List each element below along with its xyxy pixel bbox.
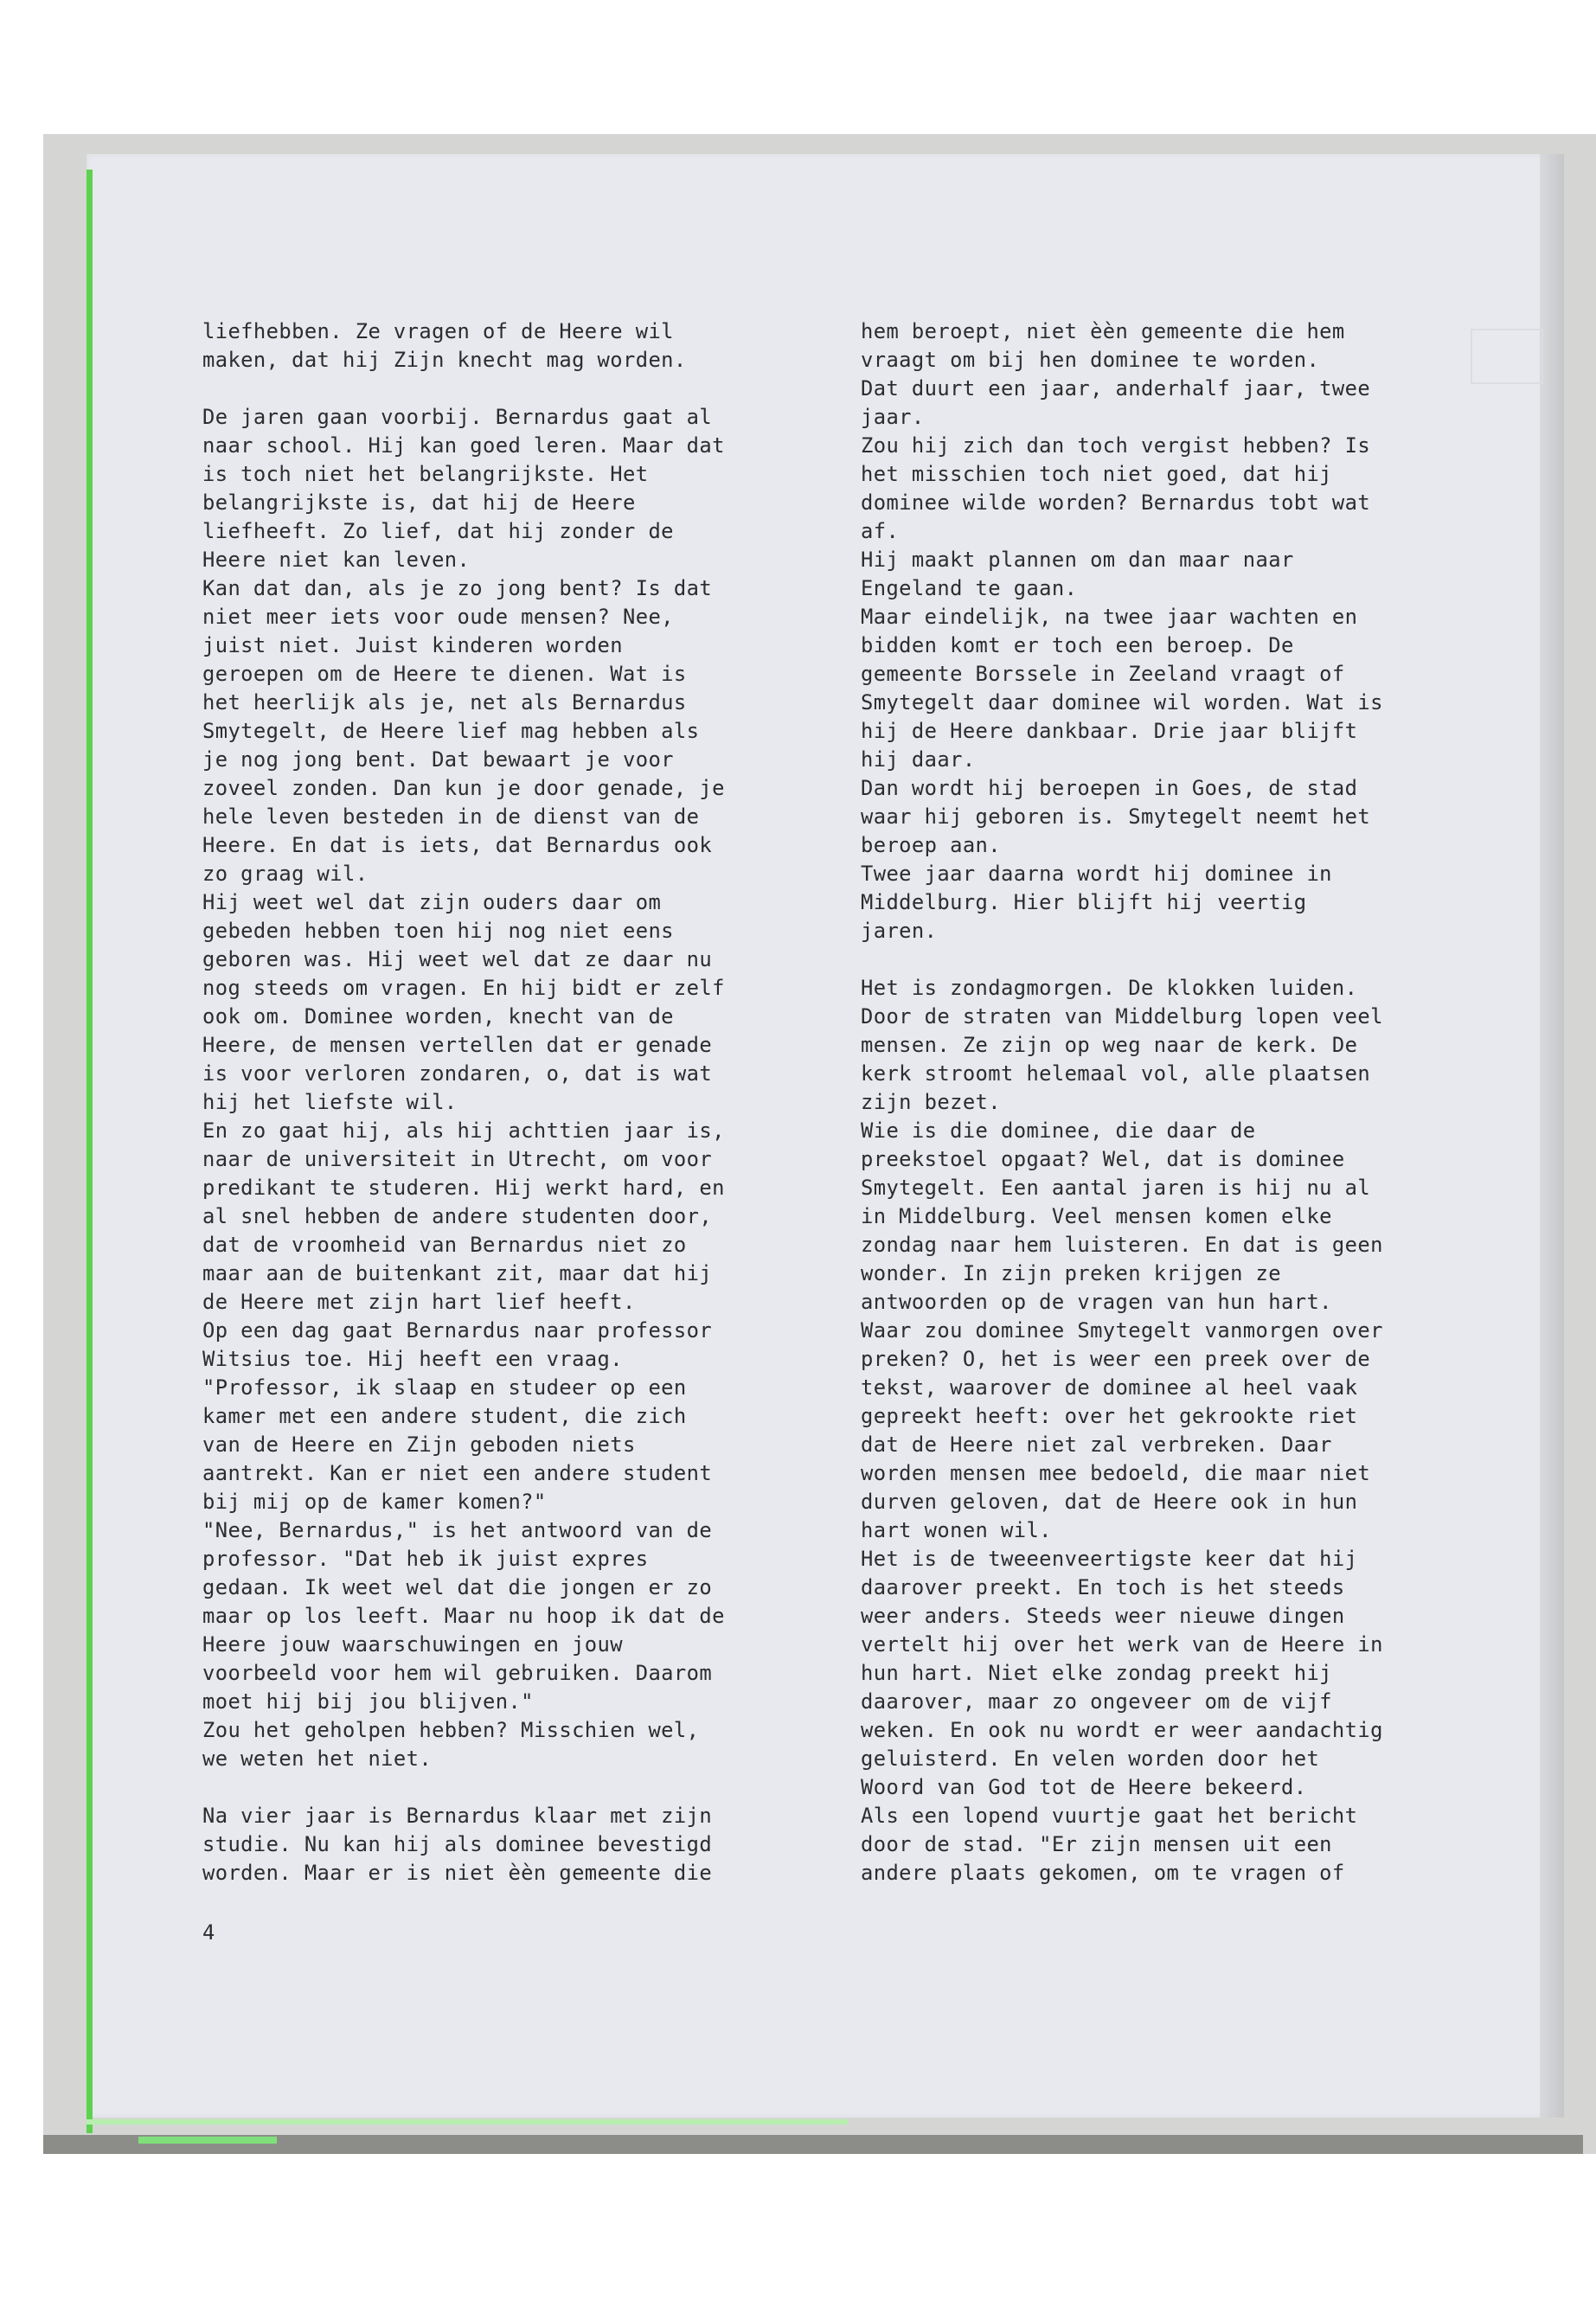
text-line: liefheeft. Zo lief, dat hij zonder de bbox=[202, 519, 674, 543]
text-line: Heere, de mensen vertellen dat er genade bbox=[202, 1033, 713, 1057]
text-line: hij het liefste wil. bbox=[202, 1090, 458, 1114]
show-through-mark bbox=[1471, 329, 1543, 384]
text-line: En zo gaat hij, als hij achttien jaar is, bbox=[202, 1118, 725, 1143]
text-line: ook om. Dominee worden, knecht van de bbox=[202, 1004, 674, 1029]
text-line: liefhebben. Ze vragen of de Heere wil bbox=[202, 319, 674, 343]
text-line: al snel hebben de andere studenten door, bbox=[202, 1204, 713, 1228]
text-line: hun hart. Niet elke zondag preekt hij bbox=[861, 1661, 1332, 1685]
text-line: gedaan. Ik weet wel dat die jongen er zo bbox=[202, 1575, 713, 1599]
text-line: Hij weet wel dat zijn ouders daar om bbox=[202, 890, 662, 914]
text-line: kamer met een andere student, die zich bbox=[202, 1404, 687, 1428]
text-line: we weten het niet. bbox=[202, 1747, 433, 1771]
text-line: Maar eindelijk, na twee jaar wachten en bbox=[861, 605, 1358, 629]
text-line: gemeente Borssele in Zeeland vraagt of bbox=[861, 662, 1345, 686]
text-line: aantrekt. Kan er niet een andere student bbox=[202, 1461, 713, 1485]
text-line: voorbeeld voor hem wil gebruiken. Daarom bbox=[202, 1661, 713, 1685]
text-line: in Middelburg. Veel mensen komen elke bbox=[861, 1204, 1332, 1228]
text-line: Heere. En dat is iets, dat Bernardus ook bbox=[202, 833, 713, 857]
text-line: geboren was. Hij weet wel dat ze daar nu bbox=[202, 947, 713, 971]
text-line: zijn bezet. bbox=[861, 1090, 1001, 1114]
text-line: geluisterd. En velen worden door het bbox=[861, 1747, 1320, 1771]
text-line: worden mensen mee bedoeld, die maar niet bbox=[861, 1461, 1371, 1485]
text-line: "Nee, Bernardus," is het antwoord van de bbox=[202, 1518, 713, 1542]
text-line: het heerlijk als je, net als Bernardus bbox=[202, 690, 687, 715]
text-line bbox=[202, 1773, 808, 1802]
text-line: je nog jong bent. Dat bewaart je voor bbox=[202, 747, 674, 772]
left-text-column bbox=[202, 317, 808, 1888]
right-text-column bbox=[861, 317, 1466, 1888]
text-line: hij daar. bbox=[861, 747, 976, 772]
text-line: Zou het geholpen hebben? Misschien wel, bbox=[202, 1718, 700, 1742]
page-bottom-strip bbox=[87, 2119, 848, 2125]
text-line: vraagt om bij hen dominee te worden. bbox=[861, 348, 1320, 372]
text-line: Wie is die dominee, die daar de bbox=[861, 1118, 1256, 1143]
text-line: wonder. In zijn preken krijgen ze bbox=[861, 1261, 1281, 1285]
text-line: Na vier jaar is Bernardus klaar met zijn bbox=[202, 1804, 713, 1828]
text-line: Smytegelt, de Heere lief mag hebben als bbox=[202, 719, 700, 743]
text-line: is toch niet het belangrijkste. Het bbox=[202, 462, 649, 486]
text-line: zo graag wil. bbox=[202, 862, 369, 886]
text-line: belangrijkste is, dat hij de Heere bbox=[202, 490, 636, 515]
text-line: het misschien toch niet goed, dat hij bbox=[861, 462, 1332, 486]
text-line: Smytegelt daar dominee wil worden. Wat is bbox=[861, 690, 1383, 715]
text-line: naar de universiteit in Utrecht, om voor bbox=[202, 1147, 713, 1171]
text-line: preekstoel opgaat? Wel, dat is dominee bbox=[861, 1147, 1345, 1171]
text-line: hart wonen wil. bbox=[861, 1518, 1052, 1542]
text-line: mensen. Ze zijn op weg naar de kerk. De bbox=[861, 1033, 1358, 1057]
text-line: Woord van God tot de Heere bekeerd. bbox=[861, 1775, 1307, 1799]
text-line: antwoorden op de vragen van hun hart. bbox=[861, 1290, 1332, 1314]
text-line: tekst, waarover de dominee al heel vaak bbox=[861, 1375, 1358, 1400]
text-line: door de stad. "Er zijn mensen uit een bbox=[861, 1832, 1332, 1856]
text-line: hem beroept, niet èèn gemeente die hem bbox=[861, 319, 1345, 343]
text-line: zondag naar hem luisteren. En dat is geen bbox=[861, 1233, 1383, 1257]
text-line: Waar zou dominee Smytegelt vanmorgen over bbox=[861, 1318, 1383, 1343]
text-line: Dat duurt een jaar, anderhalf jaar, twee bbox=[861, 376, 1371, 401]
text-line: weken. En ook nu wordt er weer aandachtig bbox=[861, 1718, 1383, 1742]
page-edge bbox=[1540, 154, 1564, 2118]
text-line: naar school. Hij kan goed leren. Maar dat bbox=[202, 433, 725, 458]
text-line: dat de vroomheid van Bernardus niet zo bbox=[202, 1233, 687, 1257]
text-line: Twee jaar daarna wordt hij dominee in bbox=[861, 862, 1332, 886]
text-line: niet meer iets voor oude mensen? Nee, bbox=[202, 605, 674, 629]
text-line: durven geloven, dat de Heere ook in hun bbox=[861, 1490, 1358, 1514]
text-line: Heere jouw waarschuwingen en jouw bbox=[202, 1632, 623, 1657]
text-line: kerk stroomt helemaal vol, alle plaatsen bbox=[861, 1061, 1371, 1086]
text-line: Middelburg. Hier blijft hij veertig bbox=[861, 890, 1307, 914]
text-line: van de Heere en Zijn geboden niets bbox=[202, 1433, 636, 1457]
text-line: dat de Heere niet zal verbreken. Daar bbox=[861, 1433, 1332, 1457]
text-line: studie. Nu kan hij als dominee bevestigd bbox=[202, 1832, 713, 1856]
text-line: Als een lopend vuurtje gaat het bericht bbox=[861, 1804, 1358, 1828]
text-line: Dan wordt hij beroepen in Goes, de stad bbox=[861, 776, 1358, 800]
page-bottom-accent bbox=[138, 2137, 277, 2144]
text-line: "Professor, ik slaap en studeer op een bbox=[202, 1375, 687, 1400]
text-line: de Heere met zijn hart lief heeft. bbox=[202, 1290, 636, 1314]
text-line: Kan dat dan, als je zo jong bent? Is dat bbox=[202, 576, 713, 600]
text-line: preken? O, het is weer een preek over de bbox=[861, 1347, 1371, 1371]
text-line: juist niet. Juist kinderen worden bbox=[202, 633, 623, 657]
text-line: Zou hij zich dan toch vergist hebben? Is bbox=[861, 433, 1371, 458]
text-line: jaar. bbox=[861, 405, 925, 429]
text-line: professor. "Dat heb ik juist expres bbox=[202, 1547, 649, 1571]
text-line: zoveel zonden. Dan kun je door genade, je bbox=[202, 776, 725, 800]
text-line: Op een dag gaat Bernardus naar professor bbox=[202, 1318, 713, 1343]
text-line: hij de Heere dankbaar. Drie jaar blijft bbox=[861, 719, 1358, 743]
text-line: andere plaats gekomen, om te vragen of bbox=[861, 1861, 1345, 1885]
text-line: Het is de tweeenveertigste keer dat hij bbox=[861, 1547, 1358, 1571]
text-line: is voor verloren zondaren, o, dat is wat bbox=[202, 1061, 713, 1086]
text-line: maken, dat hij Zijn knecht mag worden. bbox=[202, 348, 687, 372]
text-line bbox=[861, 945, 1466, 974]
text-line: bidden komt er toch een beroep. De bbox=[861, 633, 1294, 657]
text-line: jaren. bbox=[861, 919, 938, 943]
text-line: Witsius toe. Hij heeft een vraag. bbox=[202, 1347, 623, 1371]
text-line bbox=[202, 375, 808, 403]
page-number: 4 bbox=[202, 1920, 215, 1945]
text-line: predikant te studeren. Hij werkt hard, en bbox=[202, 1176, 725, 1200]
text-line: Heere niet kan leven. bbox=[202, 548, 471, 572]
text-line: Het is zondagmorgen. De klokken luiden. bbox=[861, 976, 1358, 1000]
text-line: worden. Maar er is niet èèn gemeente die bbox=[202, 1861, 713, 1885]
text-line: Engeland te gaan. bbox=[861, 576, 1078, 600]
text-line: beroep aan. bbox=[861, 833, 1001, 857]
text-line: nog steeds om vragen. En hij bidt er zelf bbox=[202, 976, 725, 1000]
text-line: vertelt hij over het werk van de Heere in bbox=[861, 1632, 1383, 1657]
text-line: hele leven besteden in de dienst van de bbox=[202, 804, 700, 829]
text-line: Door de straten van Middelburg lopen veel bbox=[861, 1004, 1383, 1029]
text-line: af. bbox=[861, 519, 900, 543]
text-line: daarover preekt. En toch is het steeds bbox=[861, 1575, 1345, 1599]
text-line: weer anders. Steeds weer nieuwe dingen bbox=[861, 1604, 1345, 1628]
text-line: maar aan de buitenkant zit, maar dat hij bbox=[202, 1261, 713, 1285]
text-line: daarover, maar zo ongeveer om de vijf bbox=[861, 1689, 1332, 1714]
text-line: moet hij bij jou blijven." bbox=[202, 1689, 534, 1714]
text-line: Hij maakt plannen om dan maar naar bbox=[861, 548, 1294, 572]
text-line: gepreekt heeft: over het gekrookte riet bbox=[861, 1404, 1358, 1428]
text-line: bij mij op de kamer komen?" bbox=[202, 1490, 547, 1514]
text-line: De jaren gaan voorbij. Bernardus gaat al bbox=[202, 405, 713, 429]
page-binding-strip bbox=[87, 170, 93, 2133]
text-line: waar hij geboren is. Smytegelt neemt het bbox=[861, 804, 1371, 829]
text-line: dominee wilde worden? Bernardus tobt wat bbox=[861, 490, 1371, 515]
text-line: Smytegelt. Een aantal jaren is hij nu al bbox=[861, 1176, 1371, 1200]
text-line: gebeden hebben toen hij nog niet eens bbox=[202, 919, 674, 943]
text-line: maar op los leeft. Maar nu hoop ik dat de bbox=[202, 1604, 725, 1628]
text-line: geroepen om de Heere te dienen. Wat is bbox=[202, 662, 687, 686]
